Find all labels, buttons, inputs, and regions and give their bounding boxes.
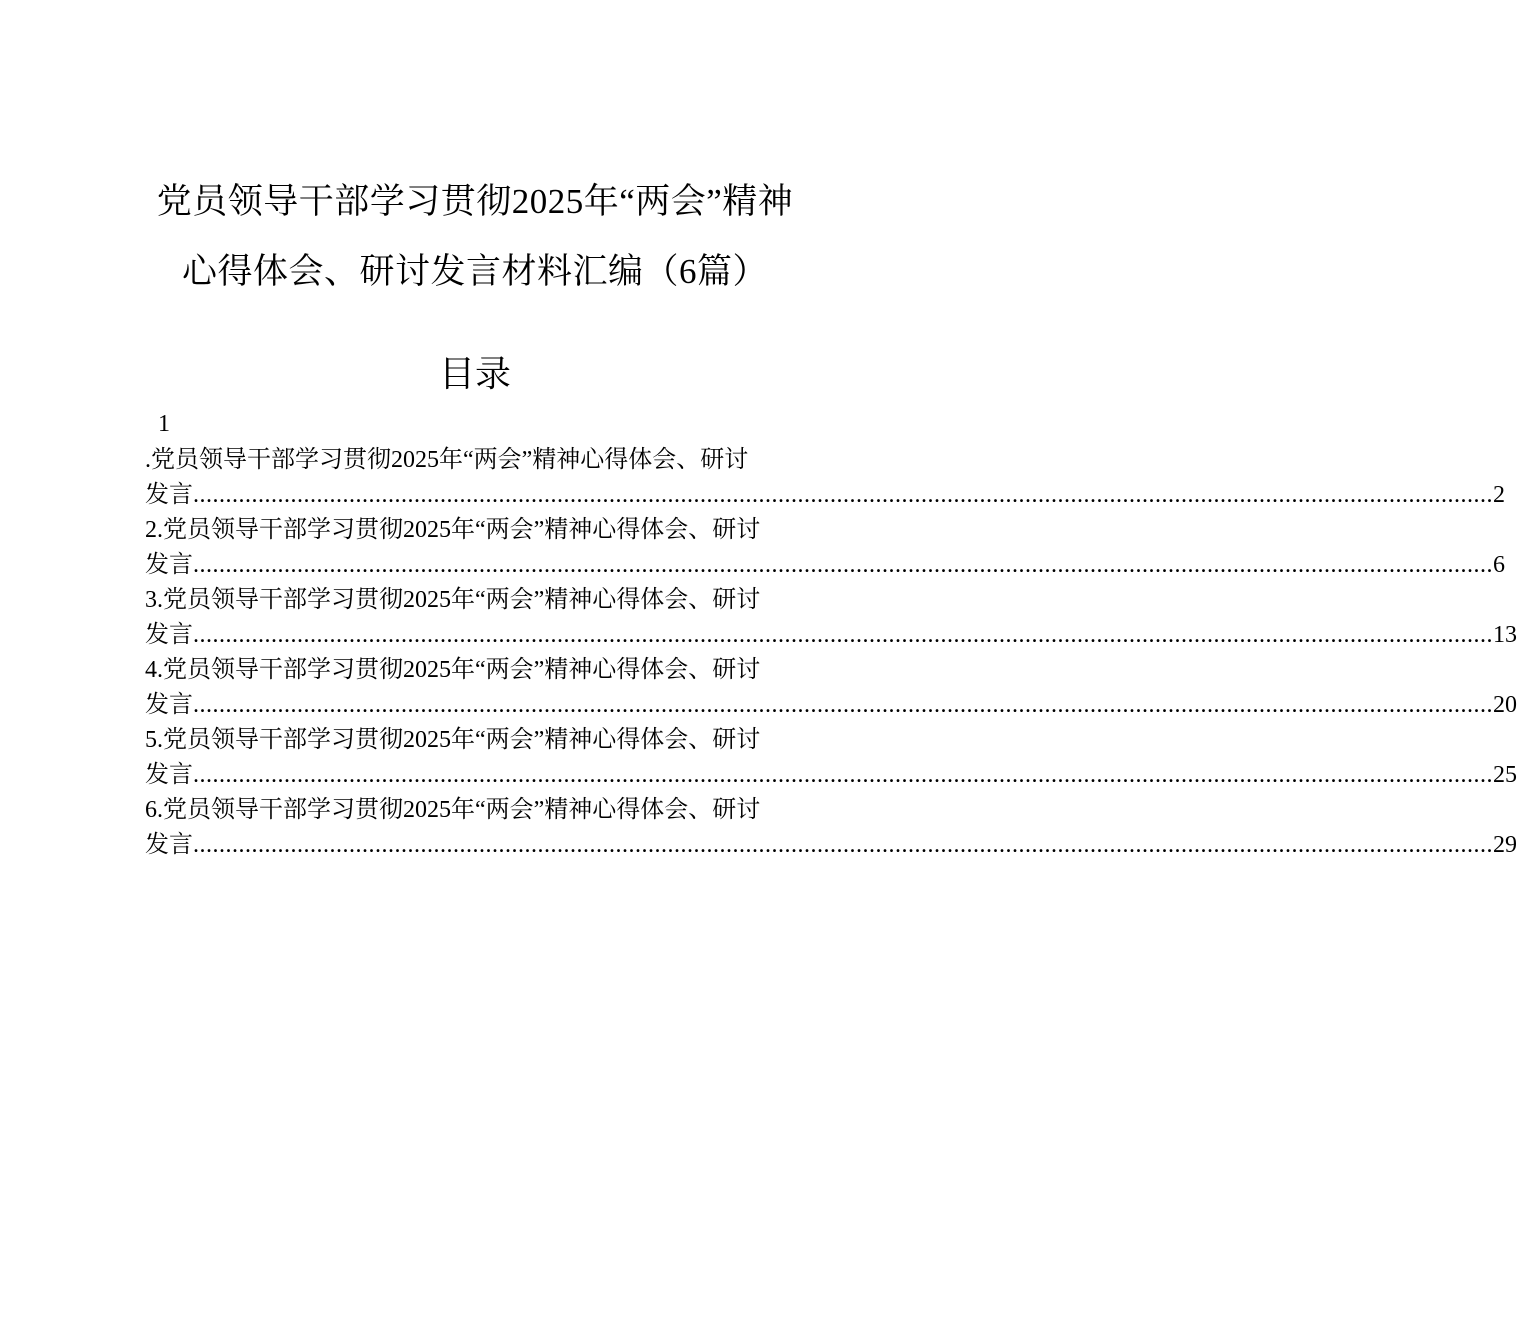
toc-entry-title: 党员领导干部学习贯彻2025年“两会”精神心得体会、研讨 [163,657,761,683]
table-of-contents [145,405,1517,863]
toc-page-number: 13 [1493,622,1517,648]
toc-entry-title-tail: 发言 [145,622,193,648]
toc-entry[interactable] [145,653,1517,723]
toc-first-number: 1 [158,411,170,437]
toc-entry[interactable] [145,793,1517,863]
toc-page-number: 25 [1493,762,1517,788]
toc-entry-prefix: 3. [145,587,163,613]
toc-dot-leader: ........................................................................................................................................................................................................ [193,482,1493,508]
toc-entry-title: 党员领导干部学习贯彻2025年“两会”精神心得体会、研讨 [163,517,761,543]
toc-page-number: 29 [1493,832,1517,858]
toc-entry-title-tail: 发言 [145,482,193,508]
toc-entry-prefix: 6. [145,797,163,823]
toc-entry-prefix: . [145,447,151,473]
toc-entry[interactable] [145,443,1505,513]
toc-entry-title-tail: 发言 [145,692,193,718]
toc-entry-title-tail: 发言 [145,762,193,788]
toc-entry[interactable] [145,513,1505,583]
toc-dot-leader: ........................................................................................................................................................................................................ [193,762,1493,788]
toc-page-number: 2 [1493,482,1505,508]
toc-entry-title: 党员领导干部学习贯彻2025年“两会”精神心得体会、研讨 [163,727,761,753]
toc-entry-title-tail: 发言 [145,832,193,858]
toc-entry-title-tail: 发言 [145,552,193,578]
toc-page-number: 6 [1493,552,1505,578]
toc-dot-leader: ........................................................................................................................................................................................................ [193,552,1493,578]
toc-entry-title: 党员领导干部学习贯彻2025年“两会”精神心得体会、研讨 [151,447,749,473]
toc-dot-leader: ........................................................................................................................................................................................................ [193,622,1493,648]
toc-entry-prefix: 5. [145,727,163,753]
toc-dot-leader: ........................................................................................................................................................................................................ [193,832,1493,858]
toc-entry[interactable] [145,583,1517,653]
toc-entry-prefix: 4. [145,657,163,683]
toc-page-number: 20 [1493,692,1517,718]
toc-entry[interactable] [145,723,1517,793]
toc-entry-title: 党员领导干部学习贯彻2025年“两会”精神心得体会、研讨 [163,587,761,613]
toc-entry-title: 党员领导干部学习贯彻2025年“两会”精神心得体会、研讨 [163,797,761,823]
toc-entry-prefix: 2. [145,517,163,543]
document-title-line-1: 党员领导干部学习贯彻2025年“两会”精神 [156,182,794,221]
toc-heading: 目录 [438,354,511,394]
document-title-line-2: 心得体会、研讨发言材料汇编（6篇） [181,252,768,291]
toc-dot-leader: ........................................................................................................................................................................................................ [193,692,1493,718]
